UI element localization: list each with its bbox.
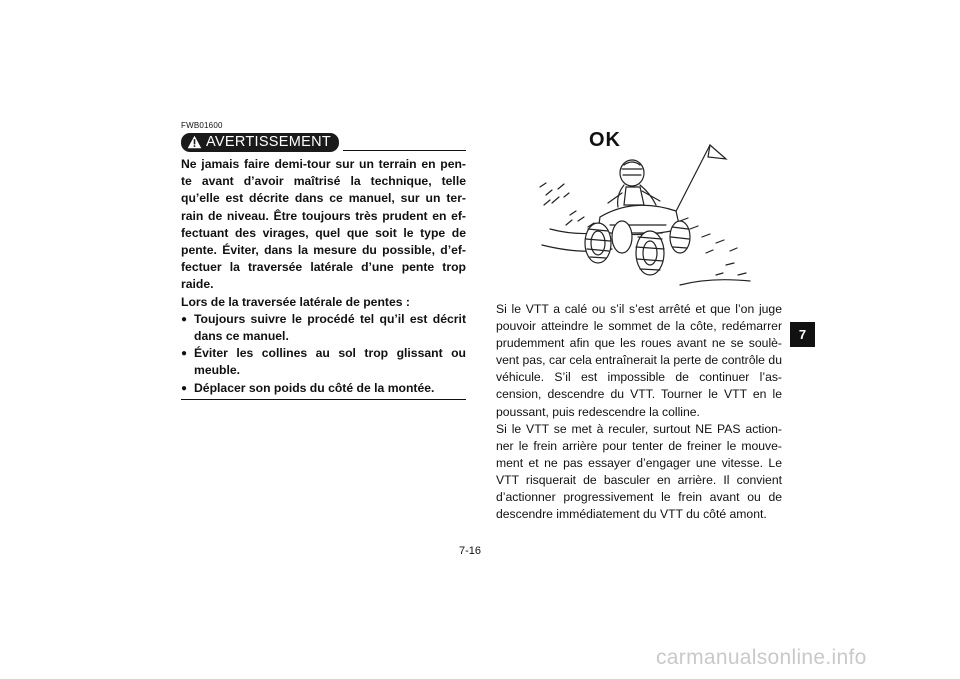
warning-subheading: Lors de la traversée latérale de pentes : xyxy=(181,294,410,309)
bullet-icon: ● xyxy=(181,313,188,325)
list-item xyxy=(181,380,466,397)
warning-body xyxy=(181,156,466,397)
figure-label: OK xyxy=(589,129,621,151)
warning-bullet-list xyxy=(181,311,466,397)
warning-end-rule xyxy=(181,399,466,400)
warning-badge xyxy=(181,133,339,152)
warning-badge-label: AVERTISSEMENT xyxy=(206,133,332,150)
bullet-text: Déplacer son poids du côté de la montée. xyxy=(194,380,435,395)
body-paragraph-1: Si le VTT a calé ou s’il s’est arrêté et que l’on juge pouvoir atteindre le sommet de la côte, redémarrer prudemment afin que les roues avant ne se soulè-vent pas, car cela entraînerait la perte de contrôle du véhicule. S’il est impossible de continuer l’as-cension, descendre du VTT. Tourner le VTT en le poussant, puis redescendre la colline. xyxy=(496,302,782,419)
body-paragraph-2: Si le VTT se met à reculer, surtout NE PAS action-ner le frein arrière pour tenter de freiner le mouve-ment et ne pas essayer d’engager une vitesse. Le VTT risquerait de basculer en arrière. Il convient d’actionner progressivement le frein avant ou de descendre immédiatement du VTT du côté amont. xyxy=(496,421,782,522)
list-item xyxy=(181,345,466,379)
bullet-text: Toujours suivre le procédé tel qu’il est décrit dans ce manuel. xyxy=(194,311,466,344)
atv-illustration xyxy=(530,125,760,305)
bullet-icon: ● xyxy=(181,348,188,360)
warning-paragraph: Ne jamais faire demi-tour sur un terrain en pen-te avant d’avoir maîtrisé la technique, telle qu’elle est décrite dans ce manuel, sur un ter-rain de niveau. Être toujours très prudent en ef-fectuant des virages, quel que soit le type de pente. Éviter, dans la mesure du possible, d’ef-fectuer la traversée latérale d’une pente trop raide. xyxy=(181,157,466,292)
bullet-icon: ● xyxy=(181,382,188,394)
warning-header xyxy=(181,132,466,152)
page-number: 7-16 xyxy=(459,545,482,557)
warning-header-rule xyxy=(343,150,466,151)
list-item xyxy=(181,311,466,345)
bullet-text: Éviter les collines au sol trop glissant ou meuble. xyxy=(194,346,466,378)
warning-code: FWB01600 xyxy=(181,121,223,130)
chapter-tab: 7 xyxy=(790,322,815,347)
watermark: carmanualsonline.info xyxy=(656,646,867,669)
body-text xyxy=(496,301,782,523)
warning-block xyxy=(181,121,466,400)
warning-triangle-icon xyxy=(187,135,202,149)
